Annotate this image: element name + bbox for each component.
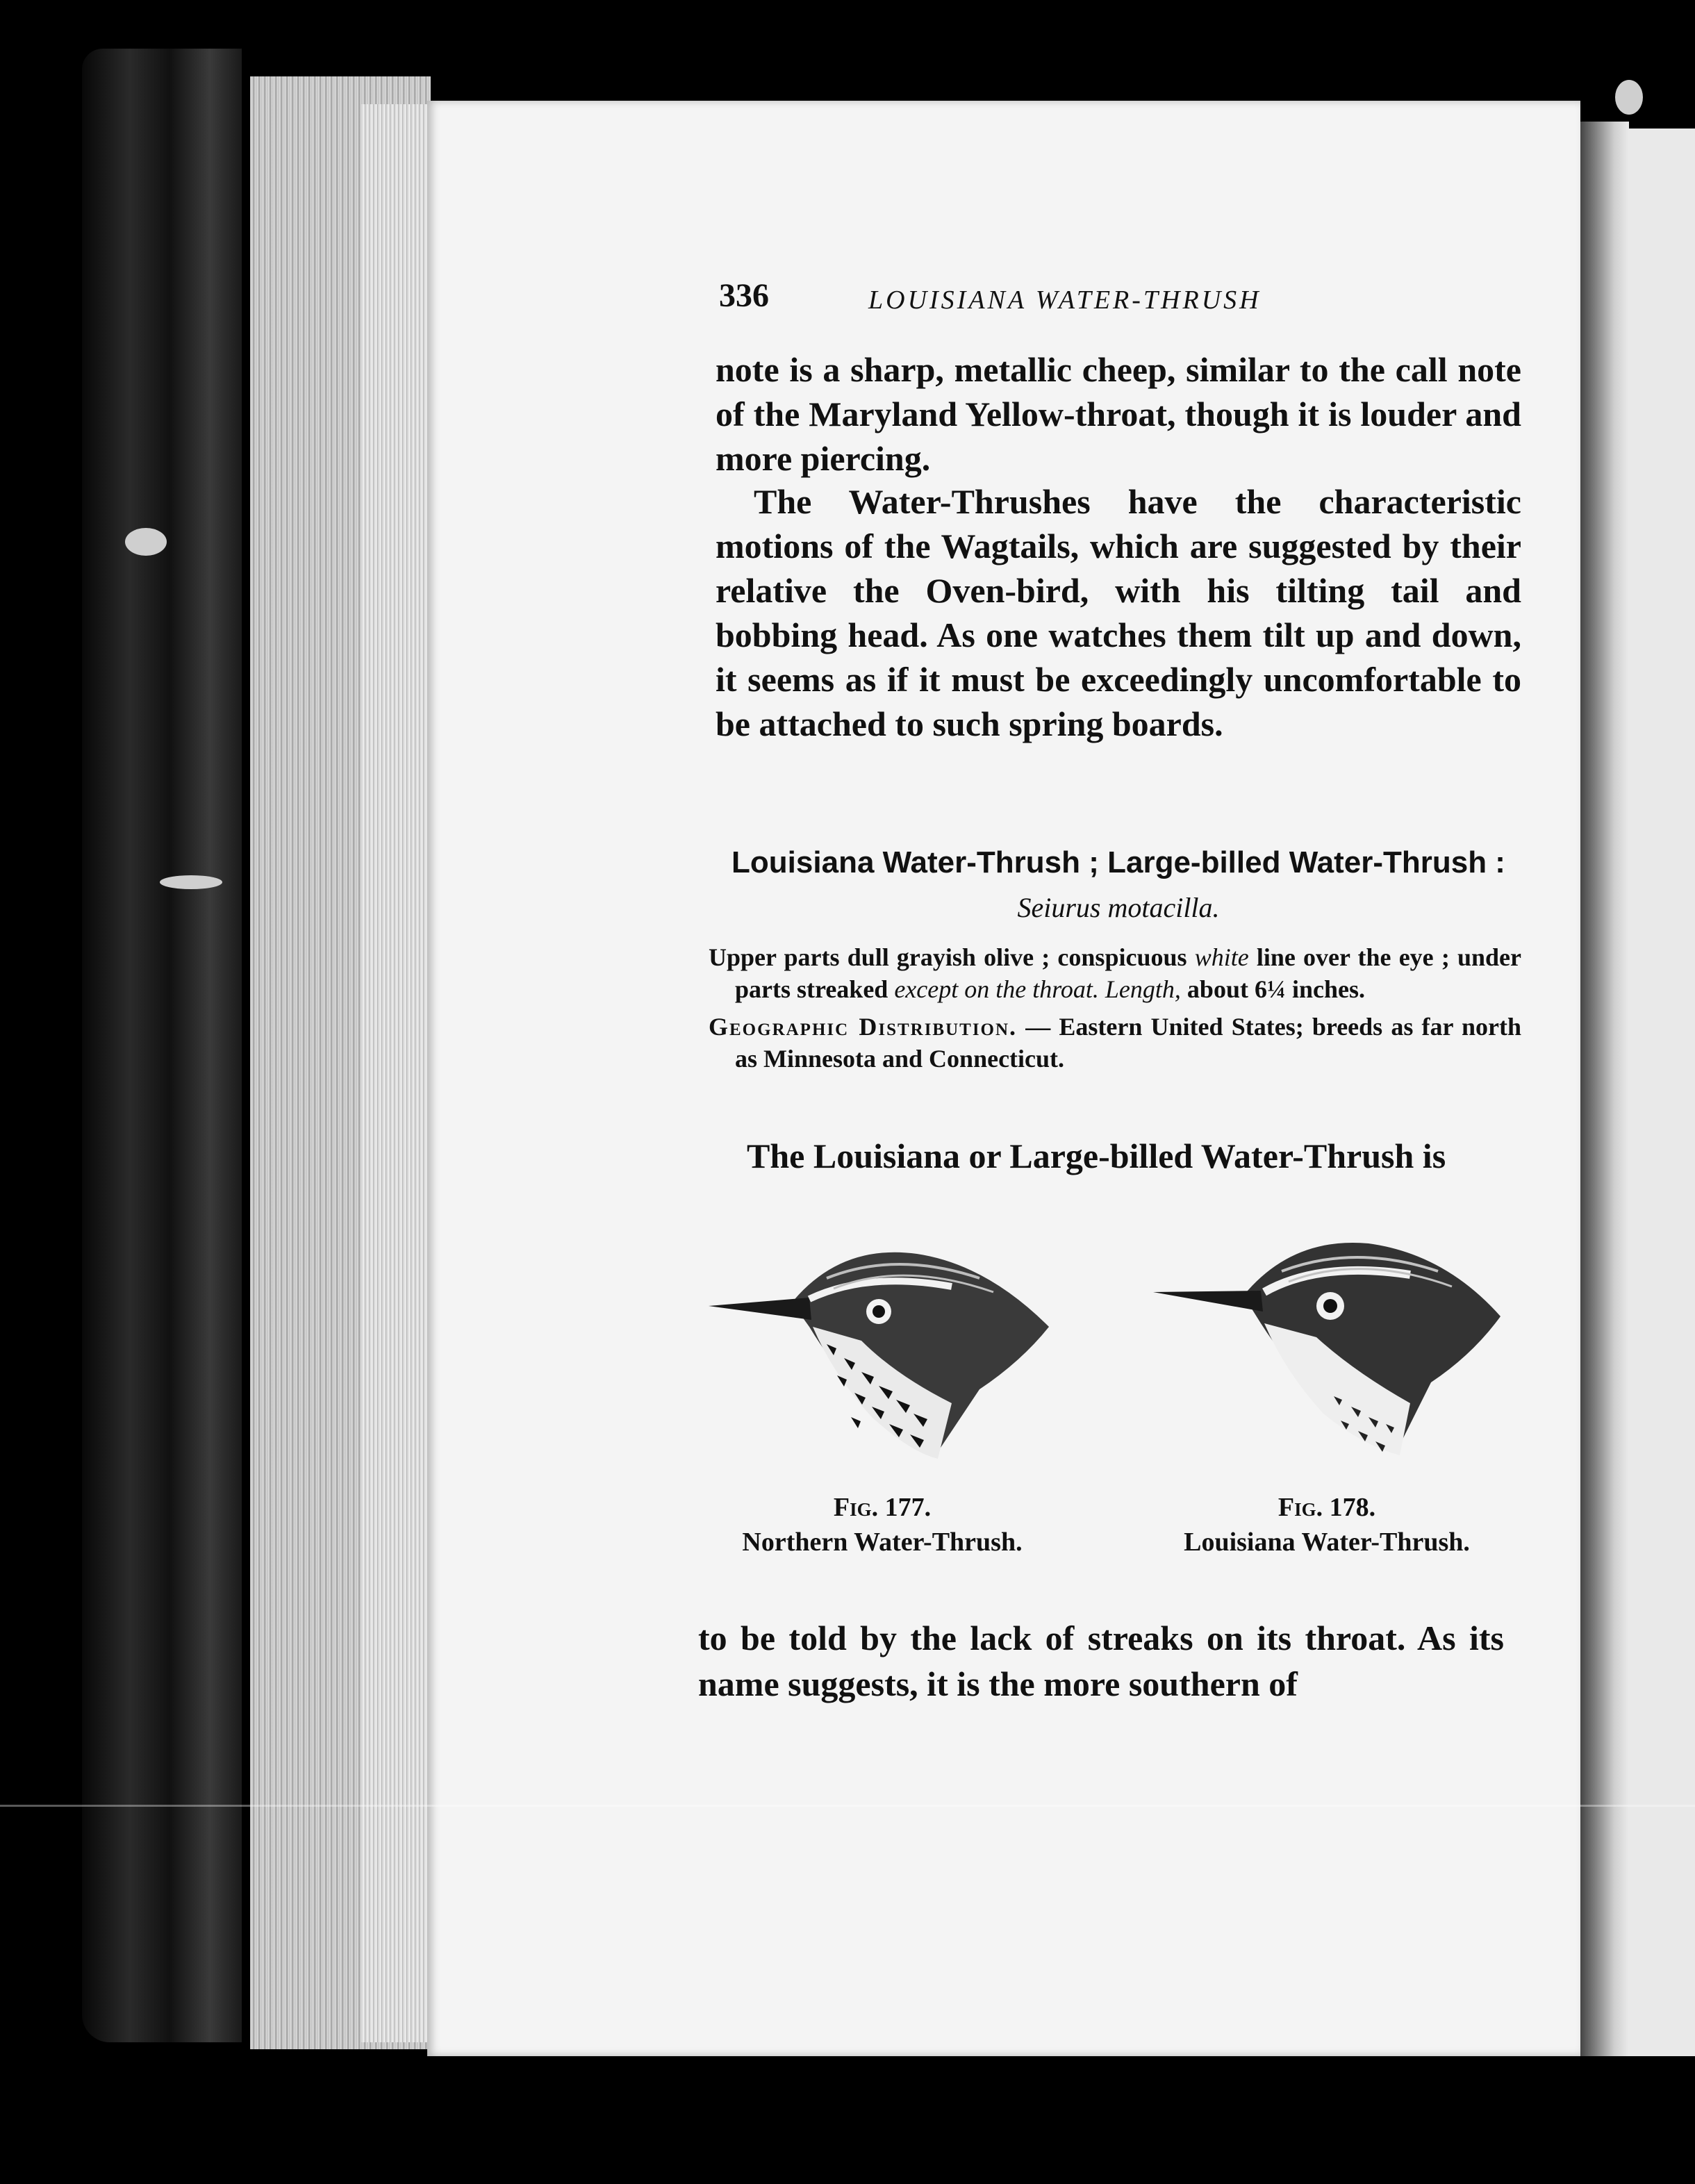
page-number: 336 [719, 277, 769, 314]
dust-speck [1615, 80, 1643, 115]
figure-178 [1132, 1223, 1521, 1584]
geographic-distribution [709, 1011, 1521, 1075]
facing-page-edge [1629, 129, 1695, 2056]
page-gutter-shadow [1580, 122, 1629, 2056]
species-heading [712, 841, 1525, 930]
book-cover [82, 49, 242, 2042]
dust-speck [125, 528, 167, 556]
page-header [719, 276, 1518, 318]
louisiana-water-thrush-illustration [1132, 1223, 1521, 1487]
figure-177 [688, 1223, 1077, 1584]
page-stack-inner [361, 104, 431, 2042]
species-common-name: Louisiana Water-Thrush ; Large-billed Water-Thrush : [731, 845, 1505, 879]
figure-number: Fig. 177. [833, 1493, 932, 1522]
scan-artifact-line [0, 1805, 1695, 1807]
running-title: LOUISIANA WATER-THRUSH [868, 286, 1262, 315]
distribution-label: Geographic Distribution. [709, 1013, 1018, 1041]
figure-caption: Louisiana Water-Thrush. [1184, 1528, 1470, 1557]
species-scientific-name: Seiurus motacilla. [1017, 892, 1220, 923]
appearance-description: Upper parts dull grayish olive ; conspicuous white line over the eye ; under parts streaked except on the throat. Length, about 6¼ inches. [709, 943, 1522, 1003]
distribution-text: — Eastern United States; breeds as far north as Minnesota and Connecticut. [735, 1013, 1521, 1073]
northern-water-thrush-illustration [688, 1223, 1077, 1487]
figure-number: Fig. 178. [1278, 1493, 1376, 1522]
figure-caption: Northern Water-Thrush. [742, 1528, 1023, 1557]
intro-line: The Louisiana or Large-billed Water-Thrush is [747, 1136, 1446, 1175]
paragraph-continuation: note is a sharp, metallic cheep, similar to the call note of the Maryland Yellow-throat, though it is louder and more piercing. [716, 350, 1521, 478]
paragraph-throat-streaks: to be told by the lack of streaks on its throat. As its name suggests, it is the more southern of [698, 1619, 1504, 1703]
species-description [709, 941, 1521, 1080]
dust-speck [160, 875, 222, 889]
paragraph-wagtail-motions: The Water-Thrushes have the characteristic motions of the Wagtails, which are suggested by their relative the Oven-bird, with his tilting tail and bobbing head. As one watches them tilt up and down, it seems as if it must be exceedingly uncomfortable to be attached to such spring boards. [716, 482, 1521, 743]
